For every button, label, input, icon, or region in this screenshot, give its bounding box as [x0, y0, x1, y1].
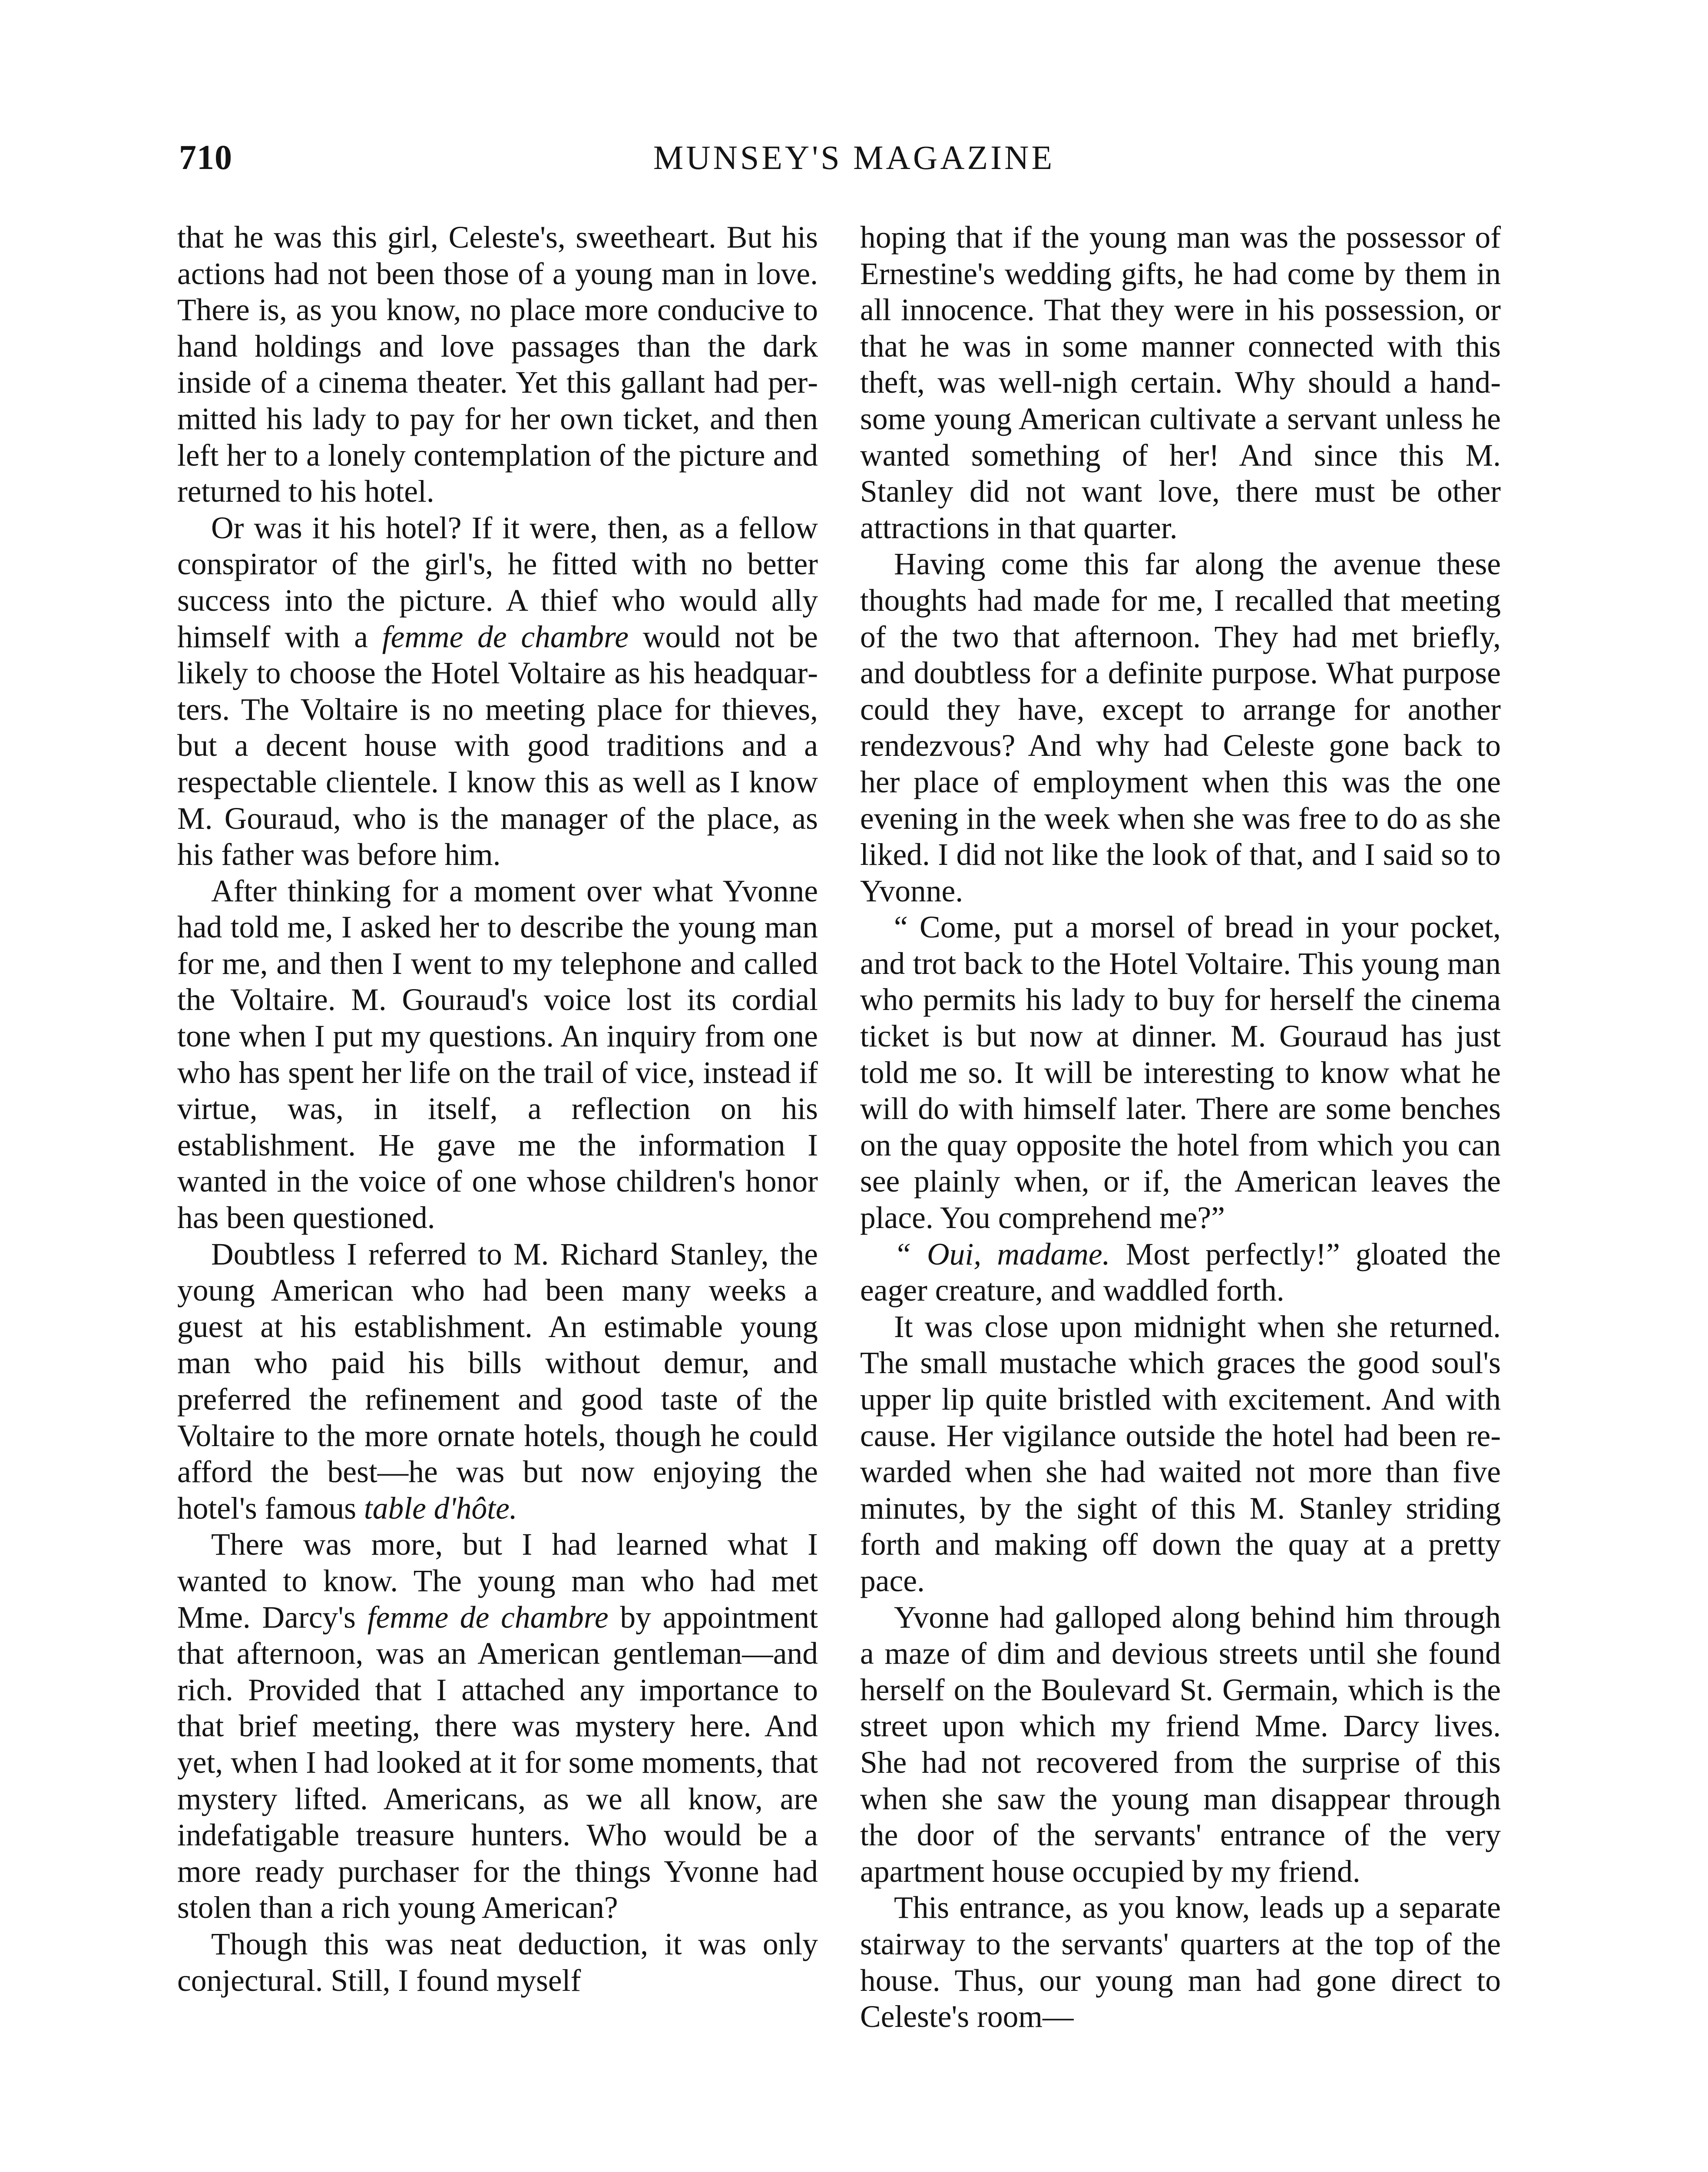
right-paragraph-7: This entrance, as you know, leads up a separate stairway to the servants' quarters at the top of the house. Thus, our young man had gone direct to Celeste's room—: [860, 1891, 1501, 2034]
left-paragraph-5: [177, 1526, 818, 1926]
left-column: [177, 219, 818, 1999]
text-run: Doubtless I referred to M. Richard Stanley, the young American who had been many weeks a guest at his establishment. An estimable young man who paid his bills without demur, and preferred the refinement and good taste of the Voltaire to the more ornate hotels, though he could afford the best—he was but now enjoying the hotel's famous: [177, 1237, 818, 1526]
italic-phrase: table d'hôte.: [364, 1491, 517, 1526]
text-run: by appointment that afternoon, was an American gentleman—and rich. Provided that I attached any importance to that brief meeting, there was mystery here. And yet, when I had looked at it for some moments, that mystery lifted. Americans, as we all know, are indefatigable treasure hunters. Who would be a more ready purchaser for the things Yvonne had stolen than a rich young American?: [177, 1600, 818, 1925]
right-paragraph-3: “ Come, put a morsel of bread in your pocket, and trot back to the Hotel Voltaire. This young man who permits his lady to buy for herself the cinema ticket is but now at dinner. M. Gouraud has just told me so. It will be interesting to know what he will do with himself later. There are some benches on the quay opposite the hotel from which you can see plainly when, or if, the American leaves the place. You comprehend me?”: [860, 910, 1501, 1235]
left-paragraph-1: that he was this girl, Celeste's, sweetheart. But his actions had not been those of a young man in love. There is, as you know, no place more conducive to hand holdings and love passages than the dark inside of a cinema theater. Yet this gallant had permitted his lady to pay for her own ticket, and then left her to a lonely contemplation of the picture and returned to his hotel.: [177, 220, 818, 509]
right-paragraph-1: hoping that if the young man was the possessor of Ernestine's wedding gifts, he had come by them in all innocence. That they were in his possession, or that he was in some manner connected with this theft, was well-nigh certain. Why should a handsome young American cultivate a servant unless he wanted something of her! And since this M. Stanley did not want love, there must be other attractions in that quarter.: [860, 220, 1501, 545]
italic-phrase: “ Oui, madame.: [894, 1237, 1110, 1271]
text-run: Or was it his hotel? If it were, then, as a fellow conspirator of the girl's, he fitted with no better success into the picture. A thief who would ally himself with a: [177, 510, 818, 654]
text-run: Most perfectly!” gloated the eager creature, and waddled forth.: [860, 1237, 1501, 1308]
page-number: 710: [179, 139, 232, 177]
right-paragraph-5: It was close upon midnight when she returned. The small mustache which graces the good soul's upper lip quite bristled with excitement. And with cause. Her vigilance outside the hotel had been rewarded when she had waited not more than five minutes, by the sight of this M. Stanley striding forth and making off down the quay at a pretty pace.: [860, 1309, 1501, 1598]
right-column: [860, 219, 1501, 2035]
left-paragraph-6: Though this was neat deduction, it was only conjectural. Still, I found myself: [177, 1927, 818, 1998]
italic-phrase: femme de chambre: [382, 619, 629, 654]
text-run: There was more, but I had learned what I wanted to know. The young man who had met Mme. Darcy's: [177, 1527, 818, 1635]
text-run: would not be likely to choose the Hotel Voltaire as his headquarters. The Voltaire is no meeting place for thieves, but a decent house with good traditions and a respectable clientele. I know this as well as I know M. Gouraud, who is the manager of the place, as his father was before him.: [177, 619, 818, 872]
left-paragraph-2: [177, 510, 818, 873]
running-head: MUNSEY'S MAGAZINE: [653, 139, 1055, 176]
right-paragraph-4: [860, 1236, 1501, 1309]
right-paragraph-6: Yvonne had galloped along behind him through a maze of dim and devious streets until she found herself on the Boulevard St. Germain, which is the street upon which my friend Mme. Darcy lives. She had not recovered from the surprise of this when she saw the young man disappear through the door of the servants' entrance of the very apartment house occupied by my friend.: [860, 1600, 1501, 1889]
right-paragraph-2: Having come this far along the avenue these thoughts had made for me, I recalled that meeting of the two that afternoon. They had met briefly, and doubtless for a definite purpose. What purpose could they have, except to arrange for another rendezvous? And why had Celeste gone back to her place of employment when this was the one evening in the week when she was free to do as she liked. I did not like the look of that, and I said so to Yvonne.: [860, 547, 1501, 908]
italic-phrase: femme de chambre: [367, 1600, 609, 1635]
left-paragraph-4: [177, 1236, 818, 1527]
left-paragraph-3: After thinking for a moment over what Yvonne had told me, I asked her to describe the young man for me, and then I went to my telephone and called the Voltaire. M. Gouraud's voice lost its cordial tone when I put my questions. An inquiry from one who has spent her life on the trail of vice, instead if virtue, was, in itself, a reflection on his establishment. He gave me the information I wanted in the voice of one whose children's honor has been questioned.: [177, 874, 818, 1235]
